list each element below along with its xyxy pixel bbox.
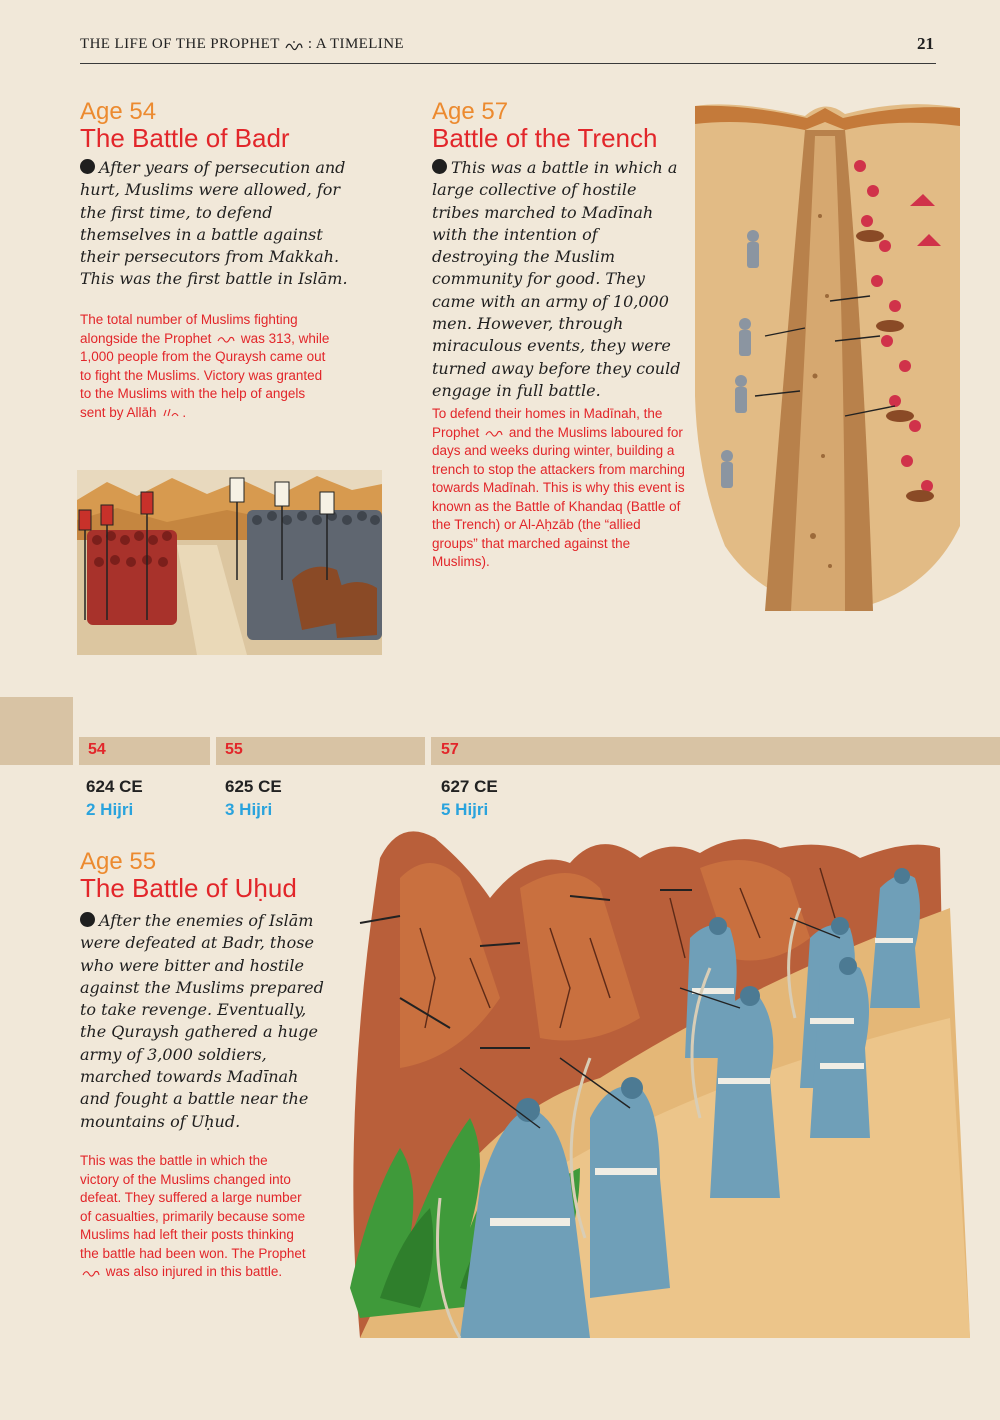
- badr-lead: [80, 157, 348, 291]
- running-header: [80, 34, 936, 64]
- salutation-calligraphy-icon: [82, 1267, 100, 1278]
- badr-title: The Battle of Badr: [80, 123, 290, 153]
- badr-note: [80, 311, 330, 422]
- timeline-hijri-2: 2 Hijri: [86, 800, 134, 819]
- running-title-text: THE LIFE OF THE PROPHET: [80, 36, 280, 52]
- trench-note: [432, 405, 688, 572]
- trench-lead: [432, 157, 688, 402]
- uhud-lead-text: After the enemies of Islām were defeated at Badr, those who were bitter and hostile against the Muslims prepared to take revenge. Eventually, the Quraysh gathered a huge army of 3,000 soldiers, marched towards Madīnah and fought a battle near the mountains of Uḥud.: [80, 911, 324, 1131]
- uhud-age: Age 55: [80, 848, 157, 875]
- badr-note-part3: .: [182, 404, 187, 420]
- uhud-note: [80, 1152, 310, 1282]
- trench-title: Battle of the Trench: [432, 123, 658, 153]
- uhud-battle-illustration: [340, 818, 970, 1338]
- timeline-ce-624: 624 CE: [86, 777, 143, 796]
- timeline-ce-627: 627 CE: [441, 777, 498, 796]
- timeline-age-57: 57: [441, 741, 459, 758]
- timeline-hijri-3: 3 Hijri: [225, 800, 273, 819]
- timeline-age-55: 55: [225, 741, 243, 758]
- salutation-calligraphy-icon: [284, 39, 304, 51]
- timeline-cell: [431, 697, 1000, 737]
- uhud-note-part2: was also injured in this battle.: [105, 1264, 283, 1279]
- trench-age: Age 57: [432, 98, 509, 125]
- badr-note-part2: was 313, while 1,000 people from the Quraysh came out to fight the Muslims. Victory was granted to the Muslims with the help of angels sent by Allāh: [80, 330, 330, 420]
- badr-note-part1: The total number of Muslims fighting alongside the Prophet: [80, 312, 298, 346]
- uhud-lead: [80, 910, 328, 1133]
- badr-age: Age 54: [80, 98, 157, 125]
- page-number: 21: [917, 34, 934, 53]
- running-title: [80, 36, 404, 53]
- timeline-ce-625: 625 CE: [225, 777, 282, 796]
- uhud-note-part1: This was the battle in which the victory of the Muslims changed into defeat. They suffered a large number of casualties, primarily because some Muslims had left their posts thinking the battle had been won. The Prophet: [80, 1153, 306, 1261]
- timeline-age-54: 54: [88, 741, 106, 758]
- badr-lead-text: After years of persecution and hurt, Muslims were allowed, for the first time, to defend themselves in a battle against their persecutors from Makkah. This was the first battle in Islām.: [80, 158, 348, 289]
- allah-calligraphy-icon: [162, 407, 180, 418]
- uhud-title: The Battle of Uḥud: [80, 873, 297, 903]
- bullet-dot-icon: [80, 912, 95, 927]
- trench-lead-text: This was a battle in which a large collective of hostile tribes marched to Madīnah with the intention of destroying the Muslim community for good. They came with an army of 10,000 men. However, through miraculous events, they were turned away before they could engage in full battle.: [432, 158, 681, 400]
- timeline-cell: [79, 697, 210, 737]
- timeline-cell: [216, 697, 425, 737]
- salutation-calligraphy-icon: [485, 427, 503, 438]
- salutation-calligraphy-icon: [217, 333, 235, 344]
- trench-note-part2: and the Muslims laboured for days and weeks during winter, building a trench to stop the attackers from marching towards Madīnah. This is why this event is known as the Battle of Khandaq (Battle of the Trench) or Al-Aḥzāb (the “allied groups” that marched against the Muslims).: [432, 424, 685, 569]
- bullet-dot-icon: [432, 159, 447, 174]
- trench-battle-illustration: [695, 96, 960, 616]
- trench-note-part1: To defend their homes in Madīnah, the Prophet: [432, 406, 663, 440]
- timeline-hijri-5: 5 Hijri: [441, 800, 489, 819]
- badr-battle-illustration: [77, 470, 382, 655]
- bullet-dot-icon: [80, 159, 95, 174]
- running-title-suffix: : A TIMELINE: [307, 36, 404, 52]
